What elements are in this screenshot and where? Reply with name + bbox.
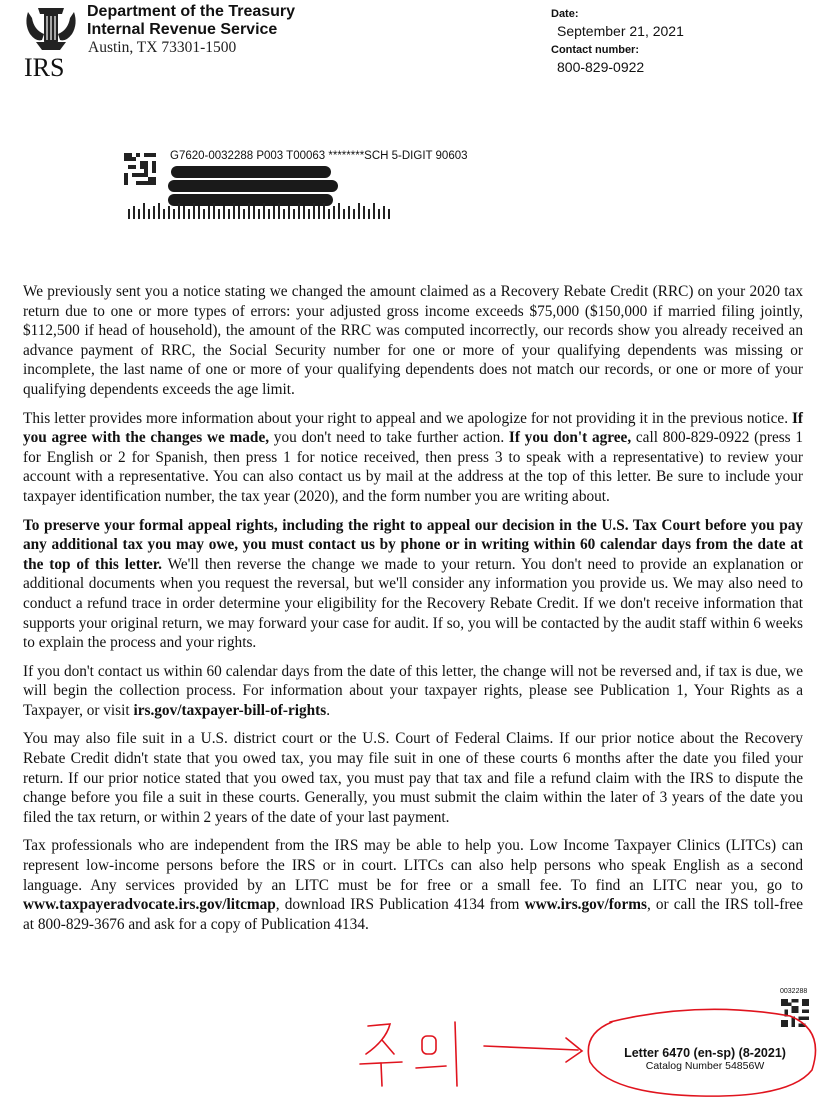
agency-address: Austin, TX 73301-1500	[88, 39, 237, 56]
postal-barcode-icon	[128, 203, 390, 219]
p4-period: .	[326, 701, 331, 719]
mailing-code-line: G7620-0032288 P003 T00063 ********SCH 5-DIGIT 90603	[170, 150, 468, 162]
letter-body	[23, 282, 803, 943]
korean-stroke-5	[422, 1036, 436, 1054]
p3-bold: To preserve your formal appeal rights, including the right to appeal our decision in the U.S. Tax Court before you pay any additional tax you may owe, you must contact us by phone or in writing within 60 calendar days from the date at the top of this letter.	[23, 516, 803, 573]
footer-small-code: 0032288	[780, 988, 808, 995]
handwriting-text: 주의	[0, 0, 2, 1]
p4-text: If you don't contact us within 60 calendar days from the date of this letter, the change will not be reversed and, if tax is due, we will begin the collection process. For information about your taxpayer rights, please see Publication 1, Your Rights as a Taxpayer, or visit	[23, 662, 803, 719]
p2-agree-bold: If you agree with the changes we made,	[23, 409, 804, 447]
korean-stroke-4	[381, 1063, 382, 1086]
paragraph-file-suit: You may also file suit in a U.S. district court or the U.S. Court of Federal Claims. If our prior notice about the Recovery Rebate Credit didn't state that you owed tax, you may file suit in one of these courts 6 months after the date you filed your return. If our prior notice stated that you owed tax, you must pay that tax and file a refund claim with the IRS to dispute the change before you file a suit in these courts. Generally, you must submit the claim within the later of 3 years of the date you filed the tax return, or within 2 years of the date of your last payment.	[23, 730, 803, 826]
contact-label: Contact number:	[551, 44, 639, 56]
p6-text: Tax professionals who are independent from the IRS may be able to help you. Low Income Taxpayer Clinics (LITCs) can represent low-income persons before the IRS or in court. LITCs can also help persons who speak English as a second language. Any services provided by an LITC must be for free or a small fee. To find an LITC near you, go to	[23, 837, 803, 894]
agency-line-1: Department of the Treasury	[87, 3, 296, 20]
logo-text: IRS	[24, 53, 65, 78]
paragraph-right-to-appeal	[23, 409, 803, 507]
p6-download: , download IRS Publication 4134 from	[275, 896, 520, 914]
korean-stroke-7	[455, 1022, 457, 1086]
contact-value: 800-829-0922	[557, 59, 645, 75]
korean-stroke-2	[382, 1040, 394, 1054]
p2-disagree-bold: If you don't agree,	[508, 429, 632, 447]
date-label: Date:	[551, 8, 579, 20]
p2-agree-text: you don't need to take further action.	[273, 429, 505, 447]
irs-forms-link[interactable]: www.irs.gov/forms	[524, 896, 647, 914]
p2-intro: This letter provides more information about your right to appeal and we apologize for not providing it in the previous notice.	[23, 409, 789, 427]
letter-number: Letter 6470 (en-sp) (8-2021)	[624, 1046, 786, 1060]
irs-eagle-logo-icon	[22, 4, 80, 78]
korean-stroke-1	[366, 1024, 390, 1054]
paragraph-no-contact	[23, 662, 803, 721]
agency-line-2: Internal Revenue Service	[87, 21, 278, 38]
redacted-street-bar	[168, 180, 338, 192]
catalog-number: Catalog Number 54856W	[645, 1060, 765, 1072]
p2-call-text: call 800-829-0922 (press 1 for English or 2 for Spanish, then press 1 for notice received, then press 3 to speak with a representative) to review your account with a representative. You can also contact us by mail at the address at the top of this letter. Be sure to include your taxpayer identification number, the tax year (2020), and the form number you are writing about.	[23, 429, 804, 505]
p6-call: , or call the IRS toll-free at 800-829-3676 and ask for a copy of Publication 4134.	[23, 896, 803, 933]
litcmap-link[interactable]: www.taxpayeradvocate.irs.gov/litcmap	[23, 896, 276, 914]
arrow-head	[566, 1038, 582, 1062]
paragraph-tax-professionals	[23, 836, 803, 934]
letter-number-block	[604, 1046, 806, 1072]
footer-qr-code-icon	[781, 998, 809, 1028]
paragraph-rrc-change: We previously sent you a notice stating we changed the amount claimed as a Recovery Rebate Credit (RRC) on your 2020 tax return due to one or more types of errors: your adjusted gross income exceeds $75,000 ($150,000 if married filing jointly, $112,500 if head of household), the amount of the RRC was computed incorrectly, our records show you already received an advance payment of RRC, the Social Security number for one or more of your qualifying dependents was missing or incomplete, the last name of one or more of your qualifying dependents does not match our records, or one or more of your qualifying dependents exceeds the age limit.	[23, 283, 803, 398]
korean-stroke-6	[416, 1066, 446, 1068]
paragraph-preserve-rights	[23, 516, 803, 653]
korean-stroke-3	[360, 1062, 402, 1064]
agency-name	[87, 3, 295, 39]
taxpayer-rights-link[interactable]: irs.gov/taxpayer-bill-of-rights	[133, 701, 327, 719]
date-value: September 21, 2021	[557, 23, 684, 39]
arrow-shaft	[484, 1046, 578, 1050]
p3-text: We'll then reverse the change we made to your return. You don't need to provide an explanation or additional documents when you request the reversal, but we'll consider any information you provide us. We may also need to conduct a refund trace in order determine your eligibility for the Recovery Rebate Credit. If we don't receive information that supports your original return, we may forward your case for audit. If so, you will be contacted by the audit staff within 6 weeks to explain the process and your rights.	[23, 555, 803, 652]
letter-meta	[551, 8, 684, 80]
redacted-name-bar	[171, 166, 331, 178]
qr-code-icon	[124, 153, 156, 185]
